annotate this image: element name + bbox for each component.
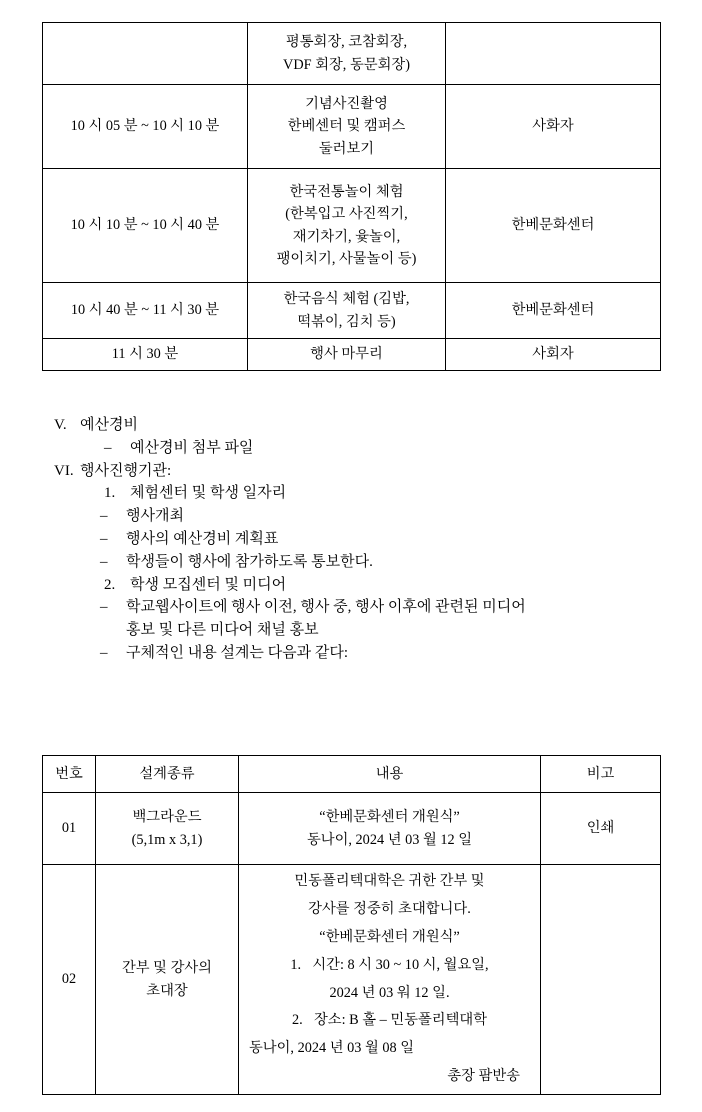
- outline-subitem: [100, 505, 662, 528]
- design-desc-cell: [239, 865, 541, 1095]
- cell-line: 둘러보기: [318, 140, 375, 157]
- list-number-marker: 1.: [104, 485, 116, 502]
- table-row: [43, 169, 661, 283]
- cell-line: 재기차기, 윷놀이,: [292, 228, 401, 245]
- design-no-cell: 02: [43, 865, 96, 1095]
- table-row: [43, 85, 661, 169]
- schedule-content-cell: [248, 23, 446, 85]
- cell-line: 백그라운드: [132, 809, 202, 826]
- cell-line: 간부 및 강사의: [121, 960, 212, 977]
- cell-line: [243, 1007, 536, 1035]
- outline-subitem-label: [126, 596, 526, 642]
- outline-item-1: [104, 482, 662, 505]
- table-row: [43, 339, 661, 371]
- design-remark-cell: [541, 865, 661, 1095]
- outline-item-2: [104, 574, 662, 597]
- outline-section-vi-heading: [54, 460, 662, 483]
- cell-line: 10 시 10 분 ~ 10 시 40 분: [70, 217, 220, 234]
- schedule-content-cell: [248, 283, 446, 339]
- cell-line: 평통회장, 코참회장,: [285, 34, 408, 51]
- schedule-time-cell: [43, 23, 248, 85]
- cell-line-text: 장소: B 홀 – 민동폴리텍대학: [313, 1012, 488, 1029]
- schedule-time-cell: [43, 339, 248, 371]
- dash-marker-icon: –: [100, 599, 108, 616]
- cell-line: 2024 년 03 워 12 일.: [329, 984, 450, 1001]
- table-row: [43, 793, 661, 865]
- schedule-content-cell: [248, 339, 446, 371]
- cell-line: 총장 팜반송: [447, 1068, 520, 1085]
- design-plan-table-body: [43, 793, 661, 1095]
- schedule-time-cell: [43, 85, 248, 169]
- design-kind-cell: [96, 865, 239, 1095]
- cell-line: 10 시 40 분 ~ 11 시 30 분: [70, 302, 220, 319]
- cell-line: (한복입고 사진찍기,: [285, 206, 408, 223]
- list-number-marker: 1.: [290, 956, 302, 973]
- cell-line: 민동폴리텍대학은 귀한 간부 및: [294, 873, 485, 889]
- outline-subitem-label: 학생들이 행사에 참가하도록 통보한다.: [126, 553, 373, 570]
- section-v-title: 예산경비: [80, 417, 138, 433]
- outline-subitem-line: 홍보 및 다른 미다어 채널 홍보: [126, 622, 319, 639]
- schedule-content-cell: [248, 169, 446, 283]
- column-header-kind: 설계종류: [96, 756, 239, 793]
- outline-subitem: [100, 528, 662, 551]
- cell-line: 초대장: [146, 982, 188, 999]
- design-remark-cell: 인쇄: [541, 793, 661, 865]
- design-desc-cell: [239, 793, 541, 865]
- cell-line: 한베문화센터: [511, 302, 595, 319]
- design-kind-cell: [96, 793, 239, 865]
- table-row: [43, 283, 661, 339]
- column-header-remark: 비고: [541, 756, 661, 793]
- cell-line: VDF 회장, 동문회장): [283, 56, 410, 73]
- cell-line: “한베문화센터 개원식”: [319, 928, 460, 945]
- outline-subitem: [100, 551, 662, 574]
- outline-section: [42, 414, 662, 665]
- list-number-marker: 2.: [104, 576, 116, 593]
- design-plan-table-head: [43, 756, 661, 793]
- cell-line: 한국음식 체험 (김밥,: [283, 291, 410, 308]
- outline-item-budget-file: [104, 437, 662, 460]
- schedule-content-cell: [248, 85, 446, 169]
- cell-line-text: 시간: 8 시 30 ~ 10 시, 월요일,: [312, 956, 489, 973]
- cell-line: 행사 마무리: [310, 346, 383, 363]
- cell-line: 동나이, 2024 년 03 월 12 일: [306, 831, 473, 848]
- design-plan-table: [42, 755, 661, 1095]
- outline-subitem: [100, 642, 662, 665]
- dash-marker-icon: –: [104, 439, 112, 456]
- dash-marker-icon: –: [100, 530, 108, 547]
- cell-line: [243, 952, 536, 980]
- table-row: [43, 865, 661, 1095]
- schedule-table: [42, 22, 661, 371]
- cell-line: 11 시 30 분: [111, 346, 179, 363]
- design-no-cell: 01: [43, 793, 96, 865]
- outline-subitem-label: 행사의 예산경비 계획표: [126, 530, 279, 547]
- cell-line: 동나이, 2024 년 03 월 08 일: [249, 1040, 415, 1057]
- dash-marker-icon: –: [100, 553, 108, 570]
- cell-line: 한베문화센터: [511, 217, 595, 234]
- section-vi-title: 행사진행기관:: [80, 462, 172, 479]
- section-vi-marker: VI.: [54, 462, 74, 479]
- schedule-host-cell: [446, 169, 661, 283]
- outline-subitem-label: 구체적인 내용 설계는 다음과 같다:: [126, 644, 349, 661]
- schedule-table-body: [43, 23, 661, 371]
- schedule-host-cell: [446, 283, 661, 339]
- list-number-marker: 2.: [291, 1012, 303, 1029]
- cell-line: 사화자: [532, 118, 574, 135]
- outline-subitem-line: 학교웹사이트에 행사 이전, 행사 중, 행사 이후에 관련된 미디어: [126, 599, 526, 616]
- cell-line: 사회자: [532, 346, 574, 363]
- outline-item-label: 예산경비 첨부 파일: [130, 439, 254, 456]
- cell-line: 한베센터 및 캠퍼스: [287, 118, 406, 135]
- dash-marker-icon: –: [100, 644, 108, 661]
- table-row: [43, 23, 661, 85]
- outline-item-label: 학생 모집센터 및 미디어: [130, 576, 287, 593]
- schedule-host-cell: [446, 23, 661, 85]
- outline-item-label: 체험센터 및 학생 일자리: [130, 485, 287, 502]
- dash-marker-icon: –: [100, 508, 108, 525]
- cell-line: 팽이치기, 사물놀이 등): [276, 250, 417, 267]
- schedule-time-cell: [43, 169, 248, 283]
- outline-section-v-heading: [54, 414, 662, 437]
- column-header-desc: 내용: [239, 756, 541, 793]
- table-header-row: [43, 756, 661, 793]
- cell-line: 한국전통놀이 체험: [289, 184, 404, 201]
- outline-subitem: [100, 596, 662, 642]
- cell-line: 기념사진촬영: [305, 96, 388, 113]
- schedule-time-cell: [43, 283, 248, 339]
- schedule-host-cell: [446, 85, 661, 169]
- section-v-marker: V.: [54, 417, 67, 433]
- schedule-host-cell: [446, 339, 661, 371]
- outline-subitem-label: 행사개최: [126, 508, 184, 525]
- column-header-no: 번호: [43, 756, 96, 793]
- cell-line: 떡볶이, 김치 등): [297, 313, 396, 330]
- cell-line: (5,1m x 3,1): [131, 831, 203, 848]
- cell-line: 10 시 05 분 ~ 10 시 10 분: [70, 118, 220, 135]
- cell-line: 강사를 정중히 초대합니다.: [308, 900, 471, 917]
- cell-line: “한베문화센터 개원식”: [319, 809, 460, 826]
